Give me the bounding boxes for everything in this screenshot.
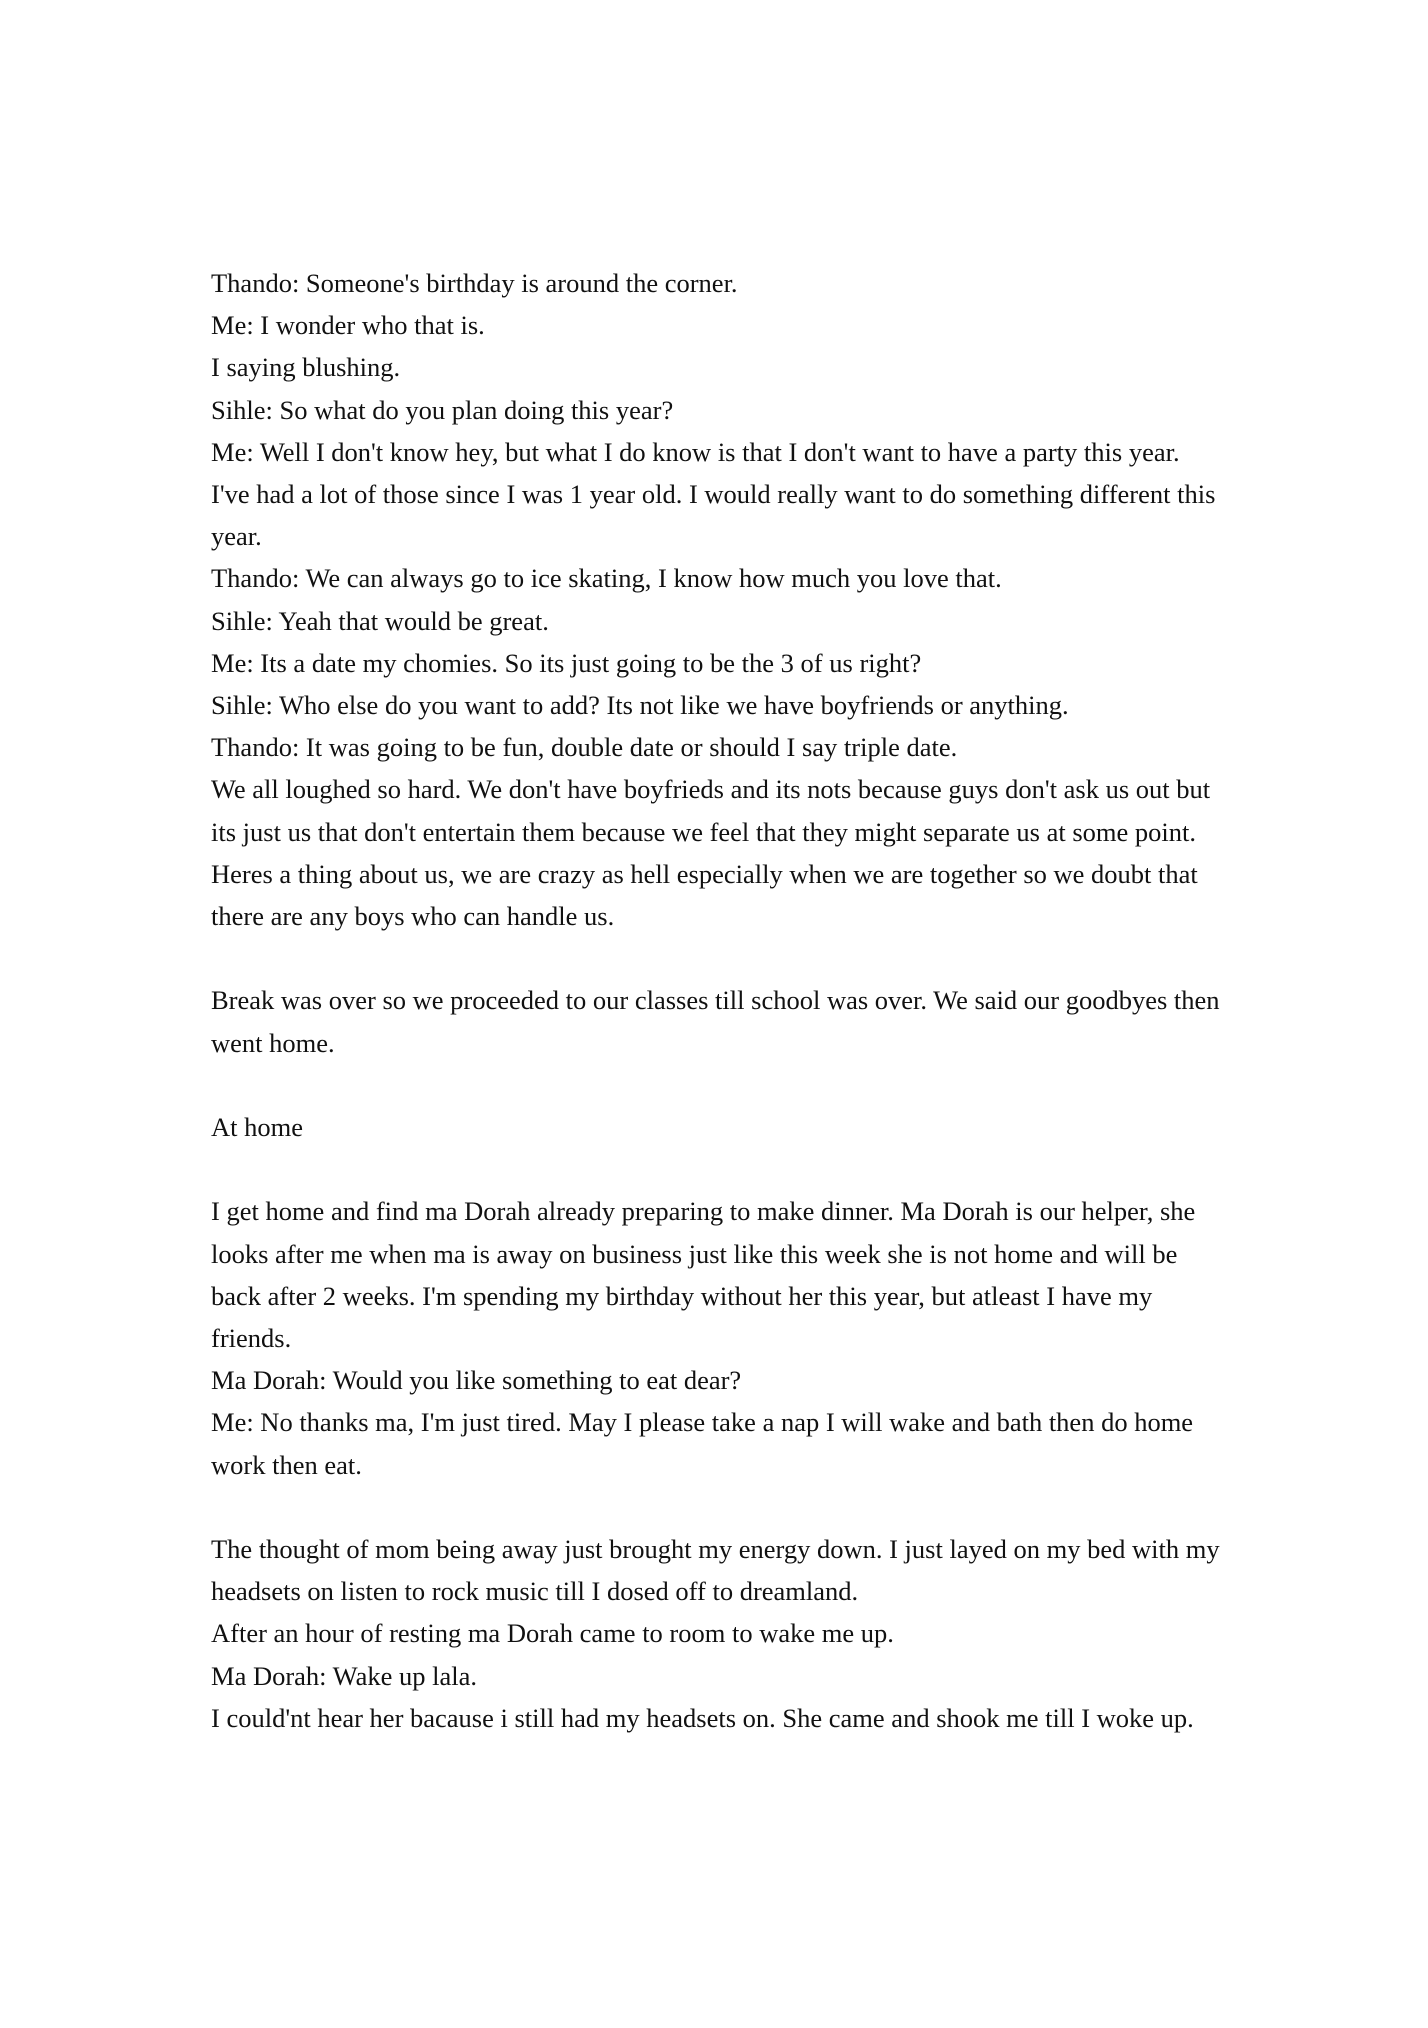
paragraph-gap: [211, 937, 1221, 979]
dialogue-line: Sihle: Yeah that would be great.: [211, 605, 549, 636]
narration-paragraph: We all loughed so hard. We don't have boyfrieds and its nots because guys don't ask us out but its just us that don't entertain them because we feel that they might separate us at some point. Heres a thing about us, we are crazy as hell especially when we are together so we doubt that there are any boys who can handle us.: [211, 774, 1211, 932]
dialogue-line: Sihle: So what do you plan doing this year?: [211, 394, 674, 425]
dialogue-line: Me: Its a date my chomies. So its just going to be the 3 of us right?: [211, 647, 922, 678]
scene-heading: At home: [211, 1112, 303, 1143]
dialogue-line: Sihle: Who else do you want to add? Its not like we have boyfriends or anything.: [211, 690, 1069, 721]
narration-line: I could'nt hear her bacause i still had my headsets on. She came and shook me till I woke up.: [211, 1702, 1194, 1733]
narration-line: I saying blushing.: [211, 352, 401, 383]
dialogue-line: Me: No thanks ma, I'm just tired. May I please take a nap I will wake and bath then do home work then eat.: [211, 1407, 1194, 1480]
story-text: [211, 262, 1221, 1739]
dialogue-line: Thando: It was going to be fun, double date or should I say triple date.: [211, 732, 958, 763]
narration-line: After an hour of resting ma Dorah came to room to wake me up.: [211, 1618, 894, 1649]
dialogue-line: Thando: Someone's birthday is around the corner.: [211, 268, 738, 298]
dialogue-line: Thando: We can always go to ice skating, I know how much you love that.: [211, 563, 1002, 594]
dialogue-line: Ma Dorah: Wake up lala.: [211, 1660, 477, 1691]
narration-paragraph: Break was over so we proceeded to our classes till school was over. We said our goodbyes then went home.: [211, 985, 1220, 1058]
dialogue-line: Me: I wonder who that is.: [211, 310, 485, 341]
dialogue-line: Ma Dorah: Would you like something to eat dear?: [211, 1365, 742, 1396]
paragraph-gap: [211, 1064, 1221, 1106]
dialogue-line: Me: Well I don't know hey, but what I do know is that I don't want to have a party this year. I've had a lot of those since I was 1 year old. I would really want to do something different this year.: [211, 436, 1216, 552]
narration-paragraph: The thought of mom being away just brought my energy down. I just layed on my bed with my headsets on listen to rock music till I dosed off to dreamland.: [211, 1534, 1220, 1607]
narration-paragraph: I get home and find ma Dorah already preparing to make dinner. Ma Dorah is our helper, she looks after me when ma is away on business just like this week she is not home and will be back after 2 weeks. I'm spending my birthday without her this year, but atleast I have my friends.: [211, 1196, 1196, 1354]
paragraph-gap: [211, 1486, 1221, 1528]
paragraph-gap: [211, 1148, 1221, 1190]
